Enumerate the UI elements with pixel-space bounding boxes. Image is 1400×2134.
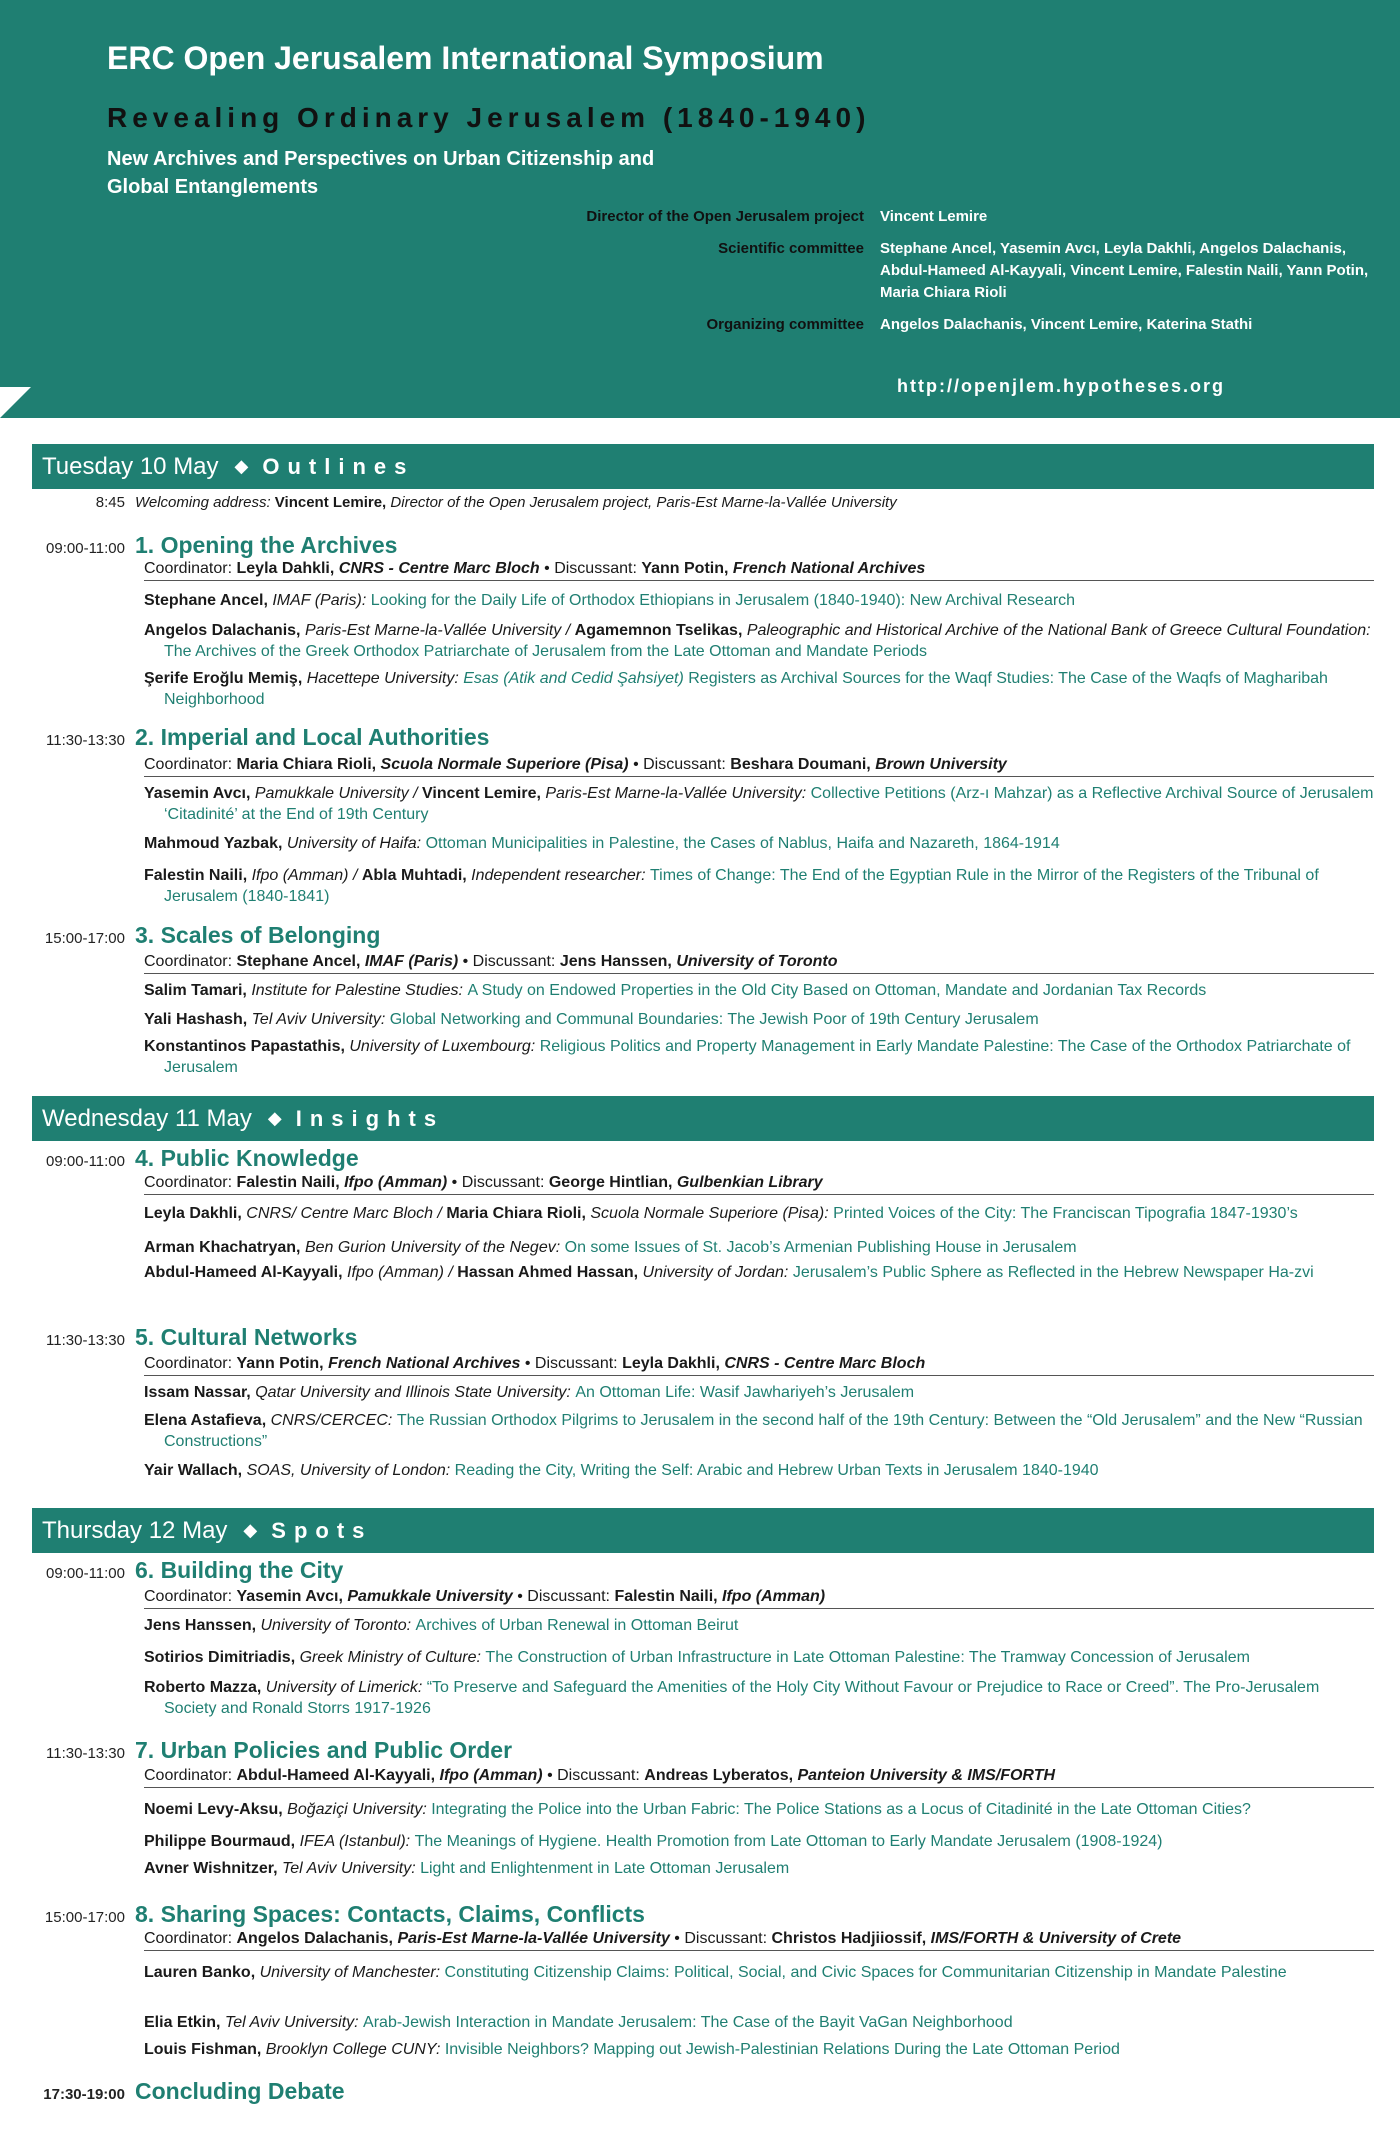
speaker-name: Yair Wallach,: [144, 1462, 247, 1479]
credit-scientific: [480, 238, 1380, 304]
discussant-institution: Panteion University & IMS/FORTH: [797, 1767, 1056, 1784]
project-url-link[interactable]: http://openjlem.hypotheses.org: [897, 376, 1226, 396]
speaker-name: Yali Hashash,: [144, 1011, 252, 1028]
symposium-tagline: New Archives and Perspectives on Urban Citizenship and Global Entanglements: [107, 148, 655, 198]
speaker-institution: Scuola Normale Superiore (Pisa):: [590, 1205, 834, 1222]
speaker-institution: Ifpo (Amman) /: [347, 1264, 458, 1281]
coordinator-institution: Pamukkale University: [347, 1588, 513, 1605]
talk-title: Constituting Citizenship Claims: Political, Social, and Civic Spaces for Communitarian Citizenship in Mandate Palestine: [444, 1964, 1287, 1981]
talk-title: Archives of Urban Renewal in Ottoman Beirut: [415, 1617, 739, 1634]
speaker-name: Salim Tamari,: [144, 982, 252, 999]
speaker-name: Noemi Levy-Aksu,: [144, 1801, 288, 1818]
talk-title: On some Issues of St. Jacob’s Armenian Publishing House in Jerusalem: [564, 1239, 1077, 1256]
coordinator-name: Abdul-Hameed Al-Kayyali,: [236, 1767, 440, 1784]
speaker-institution: University of Manchester:: [259, 1964, 445, 1981]
coordinator-label: Coordinator:: [144, 953, 237, 970]
symposium-subtitle: Revealing Ordinary Jerusalem (1840-1940): [107, 102, 871, 133]
speaker-institution: Tel Aviv University:: [224, 2014, 364, 2031]
speaker-institution: Hacettepe University:: [306, 670, 464, 687]
speaker-institution: Tel Aviv University:: [281, 1860, 421, 1877]
header-corner-cut: [0, 387, 31, 418]
credit-organizing: [480, 314, 1380, 336]
diamond-icon: ◆: [267, 1108, 282, 1128]
bullet-separator: •: [542, 1767, 558, 1784]
session-time: 17:30-19:00: [43, 2086, 125, 2103]
bullet-separator: •: [669, 1930, 685, 1947]
speaker-name: Konstantinos Papastathis,: [144, 1038, 350, 1055]
talk-title: The Archives of the Greek Orthodox Patriarchate of Jerusalem from the Late Ottoman and Mandate Periods: [164, 643, 928, 660]
speaker-name: Elia Etkin,: [144, 2014, 225, 2031]
speaker-name: Louis Fishman,: [144, 2041, 266, 2058]
speaker-name: Abdul-Hameed Al-Kayyali,: [144, 1264, 348, 1281]
talk-item: [144, 980, 1374, 1001]
discussant-name: Falestin Naili,: [614, 1588, 723, 1605]
speaker-institution: University of Jordan:: [642, 1264, 793, 1281]
coordinator-institution: Scuola Normale Superiore (Pisa): [380, 756, 629, 773]
header-banner: [0, 0, 1400, 418]
session-header: [40, 724, 1374, 751]
discussant-institution: Ifpo (Amman): [722, 1588, 826, 1605]
talk-item: [144, 1858, 1374, 1879]
welcome-address: [40, 494, 1374, 511]
session-title: 7. Urban Policies and Public Order: [135, 1737, 513, 1763]
speaker-institution: IFEA (Istanbul):: [299, 1833, 415, 1850]
talk-title: Religious Politics and Property Management in Early Mandate Palestine: The Case of the Orthodox Patriarchate of Jerusalem: [164, 1038, 1351, 1076]
speaker-institution: Ben Gurion University of the Negev:: [304, 1239, 565, 1256]
session-header: [40, 1901, 1374, 1928]
session-header: [40, 1737, 1374, 1764]
coordinator-institution: Ifpo (Amman): [439, 1767, 543, 1784]
speaker-institution: Institute for Palestine Studies:: [251, 982, 468, 999]
discussant-name: Leyla Dakhli,: [622, 1355, 725, 1372]
person-name: Vincent Lemire,: [274, 494, 391, 511]
speaker-institution: Boğaziçi University:: [287, 1801, 432, 1818]
coordinator-label: Coordinator:: [144, 756, 237, 773]
discussant-name: Christos Hadjiiossif,: [771, 1930, 931, 1947]
session-time: 09:00-11:00: [46, 1153, 125, 1170]
discussant-label: Discussant:: [527, 1588, 615, 1605]
speaker-institution: University of Limerick:: [265, 1679, 427, 1696]
day-theme: Insights: [295, 1105, 445, 1131]
credit-label: Scientific committee: [718, 240, 864, 257]
session-title: 8. Sharing Spaces: Contacts, Claims, Conflicts: [135, 1901, 645, 1927]
speaker-name: Vincent Lemire,: [422, 785, 546, 802]
speaker-institution: Independent researcher:: [471, 867, 650, 884]
session-time: 11:30-13:30: [46, 1745, 125, 1762]
talk-title: Times of Change: The End of the Egyptian Rule in the Mirror of the Registers of the Tribunal of Jerusalem (1840-1841): [164, 867, 1319, 905]
talk-title: Collective Petitions (Arz-ı Mahzar) as a Reflective Archival Source of Jerusalem ‘Citadinité’ at the End of 19th Century: [164, 785, 1374, 823]
credit-director: [480, 206, 1380, 228]
coordinator-name: Yasemin Avcı,: [236, 1588, 348, 1605]
coordinator-name: Falestin Naili,: [236, 1174, 345, 1191]
credit-value: Stephane Ancel, Yasemin Avcı, Leyla Dakhli, Angelos Dalachanis, Abdul-Hameed Al-Kayyali, Vincent Lemire, Falestin Naili, Yann Potin, Maria Chiara Rioli: [880, 240, 1369, 301]
talk-item: [144, 1962, 1374, 1983]
credit-label: Organizing committee: [706, 316, 864, 333]
speaker-name: Stephane Ancel,: [144, 592, 273, 609]
session-title: 5. Cultural Networks: [135, 1324, 358, 1350]
credit-label: Director of the Open Jerusalem project: [586, 208, 864, 225]
speaker-institution: SOAS, University of London:: [246, 1462, 455, 1479]
discussant-name: Andreas Lyberatos,: [644, 1767, 798, 1784]
talk-item: [144, 865, 1374, 907]
speaker-name: Avner Wishnitzer,: [144, 1860, 282, 1877]
speaker-name: Abla Muhtadi,: [361, 867, 472, 884]
discussant-label: Discussant:: [643, 756, 731, 773]
speaker-institution: Paleographic and Historical Archive of the National Bank of Greece Cultural Foundation:: [746, 622, 1371, 639]
coordinator-label: Coordinator:: [144, 1355, 237, 1372]
talk-title: Registers as Archival Sources for the Waqf Studies: The Case of the Waqfs of Magharibah Neighborhood: [164, 670, 1328, 708]
bullet-separator: •: [539, 560, 555, 577]
talk-item: [144, 1262, 1374, 1283]
speaker-institution: Brooklyn College CUNY:: [265, 2041, 445, 2058]
talk-title: Integrating the Police into the Urban Fabric: The Police Stations as a Locus of Citadinité in the Late Ottoman Cities?: [431, 1801, 1251, 1818]
day-theme: Spots: [271, 1517, 373, 1543]
coordinator-institution: Paris-Est Marne-la-Vallée University: [397, 1930, 670, 1947]
coordinator-name: Maria Chiara Rioli,: [236, 756, 381, 773]
session-title: 4. Public Knowledge: [135, 1145, 359, 1171]
session-time: 8:45: [95, 494, 125, 511]
session-title: 6. Building the City: [135, 1557, 344, 1583]
session-time: 11:30-13:30: [46, 732, 125, 749]
discussant-label: Discussant:: [557, 1767, 645, 1784]
speaker-institution: Pamukkale University /: [254, 785, 423, 802]
talk-item: [144, 1410, 1374, 1452]
talk-item: [144, 1831, 1374, 1852]
speaker-institution: CNRS/ Centre Marc Bloch /: [246, 1205, 447, 1222]
talk-title: Printed Voices of the City: The Franciscan Tipografia 1847-1930’s: [833, 1205, 1298, 1222]
speaker-name: Elena Astafieva,: [144, 1412, 271, 1429]
discussant-institution: French National Archives: [732, 560, 926, 577]
talk-item: [144, 2039, 1374, 2060]
speaker-institution: Paris-Est Marne-la-Vallée University /: [304, 622, 575, 639]
discussant-label: Discussant:: [472, 953, 560, 970]
talk-item: [144, 1799, 1374, 1820]
speaker-institution: Paris-Est Marne-la-Vallée University:: [545, 785, 811, 802]
diamond-icon: ◆: [234, 456, 249, 476]
discussant-label: Discussant:: [534, 1355, 623, 1372]
session-header: [40, 532, 1374, 559]
coordinator-institution: CNRS - Centre Marc Bloch: [338, 560, 540, 577]
bullet-separator: •: [512, 1588, 528, 1605]
discussant-label: Discussant:: [554, 560, 642, 577]
talk-title: A Study on Endowed Properties in the Old City Based on Ottoman, Mandate and Jordanian Tax Records: [467, 982, 1207, 999]
speaker-name: Angelos Dalachanis,: [144, 622, 305, 639]
speaker-name: Agamemnon Tselikas,: [574, 622, 747, 639]
discussant-name: George Hintlian,: [548, 1174, 677, 1191]
speaker-institution: Greek Ministry of Culture:: [299, 1649, 486, 1666]
session-title: 3. Scales of Belonging: [135, 922, 381, 948]
diamond-icon: ◆: [243, 1520, 258, 1540]
day-theme: Outlines: [262, 453, 415, 479]
talk-item: [144, 1615, 1374, 1636]
session-coordinators: [144, 560, 1374, 581]
credit-value: Vincent Lemire: [880, 208, 988, 225]
welcome-text: [135, 494, 897, 511]
talk-title: Reading the City, Writing the Self: Arabic and Hebrew Urban Texts in Jerusalem 1840-1940: [454, 1462, 1099, 1479]
session-time: 11:30-13:30: [46, 1332, 125, 1349]
speaker-name: Leyla Dakhli,: [144, 1205, 247, 1222]
discussant-label: Discussant:: [684, 1930, 772, 1947]
session-header: [40, 922, 1374, 949]
talk-item: [144, 1009, 1374, 1030]
coordinator-name: Yann Potin,: [236, 1355, 329, 1372]
talk-item: [144, 620, 1374, 662]
speaker-institution: University of Luxembourg:: [349, 1038, 540, 1055]
talk-item: [144, 833, 1374, 854]
speaker-institution: University of Toronto:: [260, 1617, 416, 1634]
welcome-label: Welcoming address:: [135, 494, 275, 511]
speaker-institution: Ifpo (Amman) /: [251, 867, 362, 884]
speaker-name: Sotirios Dimitriadis,: [144, 1649, 300, 1666]
talk-item: [144, 1203, 1374, 1224]
day-date: Wednesday 11 May: [42, 1104, 252, 1132]
talk-title: The Meanings of Hygiene. Health Promotion from Late Ottoman to Early Mandate Jerusalem (1908-1924): [414, 1833, 1163, 1850]
speaker-name: Falestin Naili,: [144, 867, 252, 884]
speaker-name: Roberto Mazza,: [144, 1679, 266, 1696]
discussant-name: Jens Hanssen,: [559, 953, 677, 970]
session-time: 09:00-11:00: [46, 1565, 125, 1582]
discussant-institution: IMS/FORTH & University of Crete: [930, 1930, 1182, 1947]
speaker-name: Lauren Banko,: [144, 1964, 260, 1981]
discussant-name: Beshara Doumani,: [730, 756, 876, 773]
talk-item: [144, 2012, 1374, 2033]
session-coordinators: [144, 1767, 1374, 1788]
talk-title: The Russian Orthodox Pilgrims to Jerusalem in the second half of the 19th Century: Between the “Old Jerusalem” and the New “Russian Constructions”: [164, 1412, 1363, 1450]
speaker-name: Şerife Eroğlu Memiş,: [144, 670, 307, 687]
coordinator-institution: French National Archives: [328, 1355, 521, 1372]
session-time: 09:00-11:00: [46, 540, 125, 557]
bullet-separator: •: [447, 1174, 462, 1191]
coordinator-institution: Ifpo (Amman): [344, 1174, 448, 1191]
talk-title: Jerusalem’s Public Sphere as Reflected in the Hebrew Newspaper Ha-zvi: [792, 1264, 1314, 1281]
day-bar: [32, 1508, 1374, 1553]
session-header: [40, 1145, 1374, 1172]
speaker-name: Mahmoud Yazbak,: [144, 835, 287, 852]
talk-title: Looking for the Daily Life of Orthodox Ethiopians in Jerusalem (1840-1940): New Archival Research: [370, 592, 1076, 609]
coordinator-label: Coordinator:: [144, 560, 237, 577]
talk-title-italic: Esas (Atik and Cedid Şahsiyet): [463, 670, 689, 687]
talk-title: Ottoman Municipalities in Palestine, the Cases of Nablus, Haifa and Nazareth, 1864-1914: [425, 835, 1060, 852]
speaker-name: Hassan Ahmed Hassan,: [457, 1264, 643, 1281]
day-date: Thursday 12 May: [42, 1516, 228, 1544]
session-time: 15:00-17:00: [44, 1909, 125, 1926]
session-coordinators: [144, 1174, 1374, 1195]
talk-title: Light and Enlightenment in Late Ottoman Jerusalem: [420, 1860, 790, 1877]
speaker-name: Maria Chiara Rioli,: [446, 1205, 591, 1222]
bullet-separator: •: [628, 756, 644, 773]
talk-title: Invisible Neighbors? Mapping out Jewish-Palestinian Relations During the Late Ottoman Period: [444, 2041, 1120, 2058]
coordinator-name: Leyla Dahkli,: [236, 560, 339, 577]
talk-item: [144, 590, 1374, 611]
session-time: 15:00-17:00: [44, 930, 125, 947]
coordinator-name: Stephane Ancel,: [236, 953, 365, 970]
credits: [480, 206, 1380, 346]
closing-session: [40, 2078, 1374, 2105]
talk-item: [144, 668, 1374, 710]
session-coordinators: [144, 1355, 1374, 1376]
speaker-institution: Tel Aviv University:: [251, 1011, 390, 1028]
speaker-name: Jens Hanssen,: [144, 1617, 261, 1634]
coordinator-label: Coordinator:: [144, 1174, 237, 1191]
session-coordinators: [144, 1930, 1374, 1951]
speaker-name: Issam Nassar,: [144, 1384, 256, 1401]
session-coordinators: [144, 756, 1374, 777]
person-role: Director of the Open Jerusalem project, Paris-Est Marne-la-Vallée University: [390, 494, 897, 511]
coordinator-label: Coordinator:: [144, 1588, 237, 1605]
talk-title: An Ottoman Life: Wasif Jawhariyeh’s Jerusalem: [575, 1384, 915, 1401]
coordinator-label: Coordinator:: [144, 1930, 237, 1947]
speaker-institution: IMAF (Paris):: [272, 592, 371, 609]
day-bar: [32, 444, 1374, 489]
discussant-institution: CNRS - Centre Marc Bloch: [724, 1355, 926, 1372]
discussant-label: Discussant:: [461, 1174, 549, 1191]
day-date: Tuesday 10 May: [42, 452, 219, 480]
speaker-name: Yasemin Avcı,: [144, 785, 255, 802]
talk-item: [144, 1036, 1374, 1078]
speaker-institution: University of Haifa:: [286, 835, 426, 852]
talk-title: The Construction of Urban Infrastructure in Late Ottoman Palestine: The Tramway Concession of Jerusalem: [485, 1649, 1250, 1666]
talk-title: “To Preserve and Safeguard the Amenities of the Holy City Without Favour or Prejudice to Race or Creed”. The Pro-Jerusalem Society and Ronald Storrs 1917-1926: [164, 1679, 1320, 1717]
session-title: 1. Opening the Archives: [135, 532, 398, 558]
speaker-institution: Qatar University and Illinois State University:: [255, 1384, 576, 1401]
session-coordinators: [144, 1588, 1374, 1609]
talk-title: Global Networking and Communal Boundaries: The Jewish Poor of 19th Century Jerusalem: [389, 1011, 1039, 1028]
discussant-institution: University of Toronto: [676, 953, 838, 970]
symposium-title: ERC Open Jerusalem International Symposium: [107, 40, 824, 76]
bullet-separator: •: [458, 953, 473, 970]
day-bar: [32, 1096, 1374, 1141]
discussant-institution: Brown University: [875, 756, 1007, 773]
session-title: Concluding Debate: [135, 2078, 345, 2104]
speaker-name: Arman Khachatryan,: [144, 1239, 305, 1256]
session-header: [40, 1557, 1374, 1584]
discussant-institution: Gulbenkian Library: [676, 1174, 823, 1191]
session-coordinators: [144, 953, 1374, 974]
speaker-name: Philippe Bourmaud,: [144, 1833, 300, 1850]
talk-item: [144, 1237, 1374, 1258]
credit-value: Angelos Dalachanis, Vincent Lemire, Katerina Stathi: [880, 316, 1253, 333]
talk-item: [144, 1382, 1374, 1403]
discussant-name: Yann Potin,: [641, 560, 733, 577]
talk-item: [144, 783, 1374, 825]
coordinator-name: Angelos Dalachanis,: [236, 1930, 398, 1947]
talk-item: [144, 1677, 1374, 1719]
talk-title: Arab-Jewish Interaction in Mandate Jerusalem: The Case of the Bayit VaGan Neighborhood: [363, 2014, 1013, 2031]
coordinator-label: Coordinator:: [144, 1767, 237, 1784]
talk-item: [144, 1647, 1374, 1668]
session-header: [40, 1324, 1374, 1351]
coordinator-institution: IMAF (Paris): [364, 953, 459, 970]
bullet-separator: •: [520, 1355, 535, 1372]
session-title: 2. Imperial and Local Authorities: [135, 724, 490, 750]
talk-item: [144, 1460, 1374, 1481]
speaker-institution: CNRS/CERCEC:: [270, 1412, 397, 1429]
